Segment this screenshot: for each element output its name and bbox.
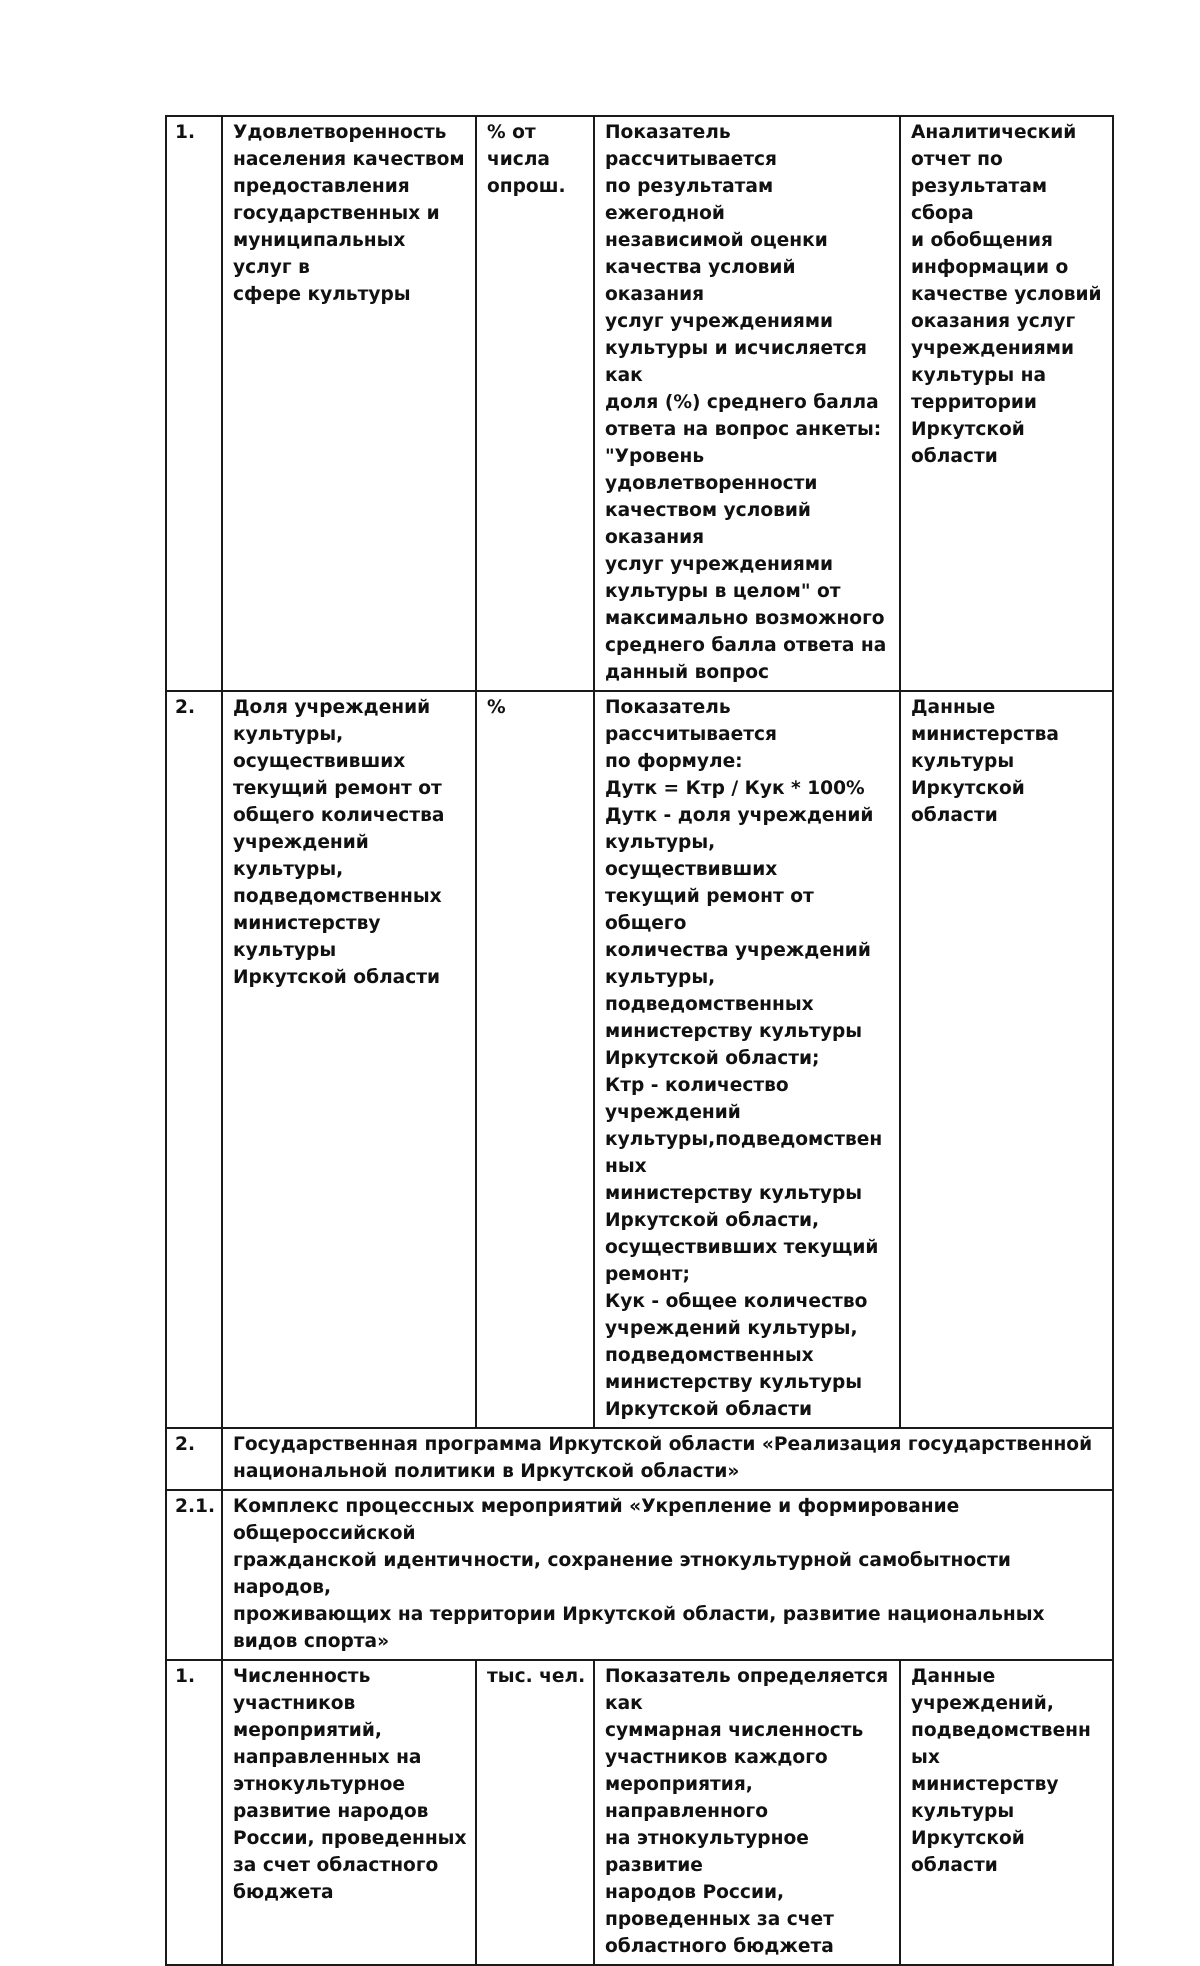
indicator-name-cell: Доля учреждений культуры, осуществивших текущий ремонт от общего количества учреждений культуры, подведомственных министерству культуры Иркутской области [222,691,476,1428]
unit-cell: % от числа опрош. [476,116,594,691]
subprogram-title-cell: Комплекс процессных мероприятий «Укрепление и формирование общероссийской гражданской идентичности, сохранение этнокультурной самобытности народов, проживающих на территории Иркутской области, развитие национальных видов спорта» [222,1490,1113,1660]
row-number-cell: 1. [166,116,222,691]
table-row [166,1660,1113,1965]
table-row [166,116,1113,691]
unit-cell: тыс. чел. [476,1660,594,1965]
data-source-cell: Данные учреждений, подведомственных министерству культуры Иркутской области [900,1660,1113,1965]
program-header-row [166,1428,1113,1490]
data-source-cell: Аналитический отчет по результатам сбора и обобщения информации о качестве условий оказания услуг учреждениями культуры на территории Иркутской области [900,116,1113,691]
subprogram-header-row [166,1490,1113,1660]
program-title-cell: Государственная программа Иркутской области «Реализация государственной национальной политики в Иркутской области» [222,1428,1113,1490]
indicator-name-cell: Удовлетворенность населения качеством предоставления государственных и муниципальных услуг в сфере культуры [222,116,476,691]
indicators-table [165,115,1114,1966]
table-row [166,691,1113,1428]
indicator-name-cell: Численность участников мероприятий, направленных на этнокультурное развитие народов России, проведенных за счет областного бюджета [222,1660,476,1965]
unit-cell: % [476,691,594,1428]
row-number-cell: 1. [166,1660,222,1965]
row-number-cell: 2. [166,1428,222,1490]
row-number-cell: 2.1. [166,1490,222,1660]
calculation-method-cell: Показатель рассчитывается по формуле: Дутк = Ктр / Кук * 100% Дутк - доля учреждений культуры, осуществивших текущий ремонт от общего количества учреждений культуры, подведомственных министерству культуры Иркутской области; Ктр - количество учреждений культуры,подведомственных министерству культуры Иркутской области, осуществивших текущий ремонт; Кук - общее количество учреждений культуры, подведомственных министерству культуры Иркутской области [594,691,900,1428]
calculation-method-cell: Показатель рассчитывается по результатам ежегодной независимой оценки качества условий оказания услуг учреждениями культуры и исчисляется как доля (%) среднего балла ответа на вопрос анкеты: "Уровень удовлетворенности качеством условий оказания услуг учреждениями культуры в целом" от максимально возможного среднего балла ответа на данный вопрос [594,116,900,691]
row-number-cell: 2. [166,691,222,1428]
calculation-method-cell: Показатель определяется как суммарная численность участников каждого мероприятия, направленного на этнокультурное развитие народов России, проведенных за счет областного бюджета [594,1660,900,1965]
data-source-cell: Данные министерства культуры Иркутской области [900,691,1113,1428]
